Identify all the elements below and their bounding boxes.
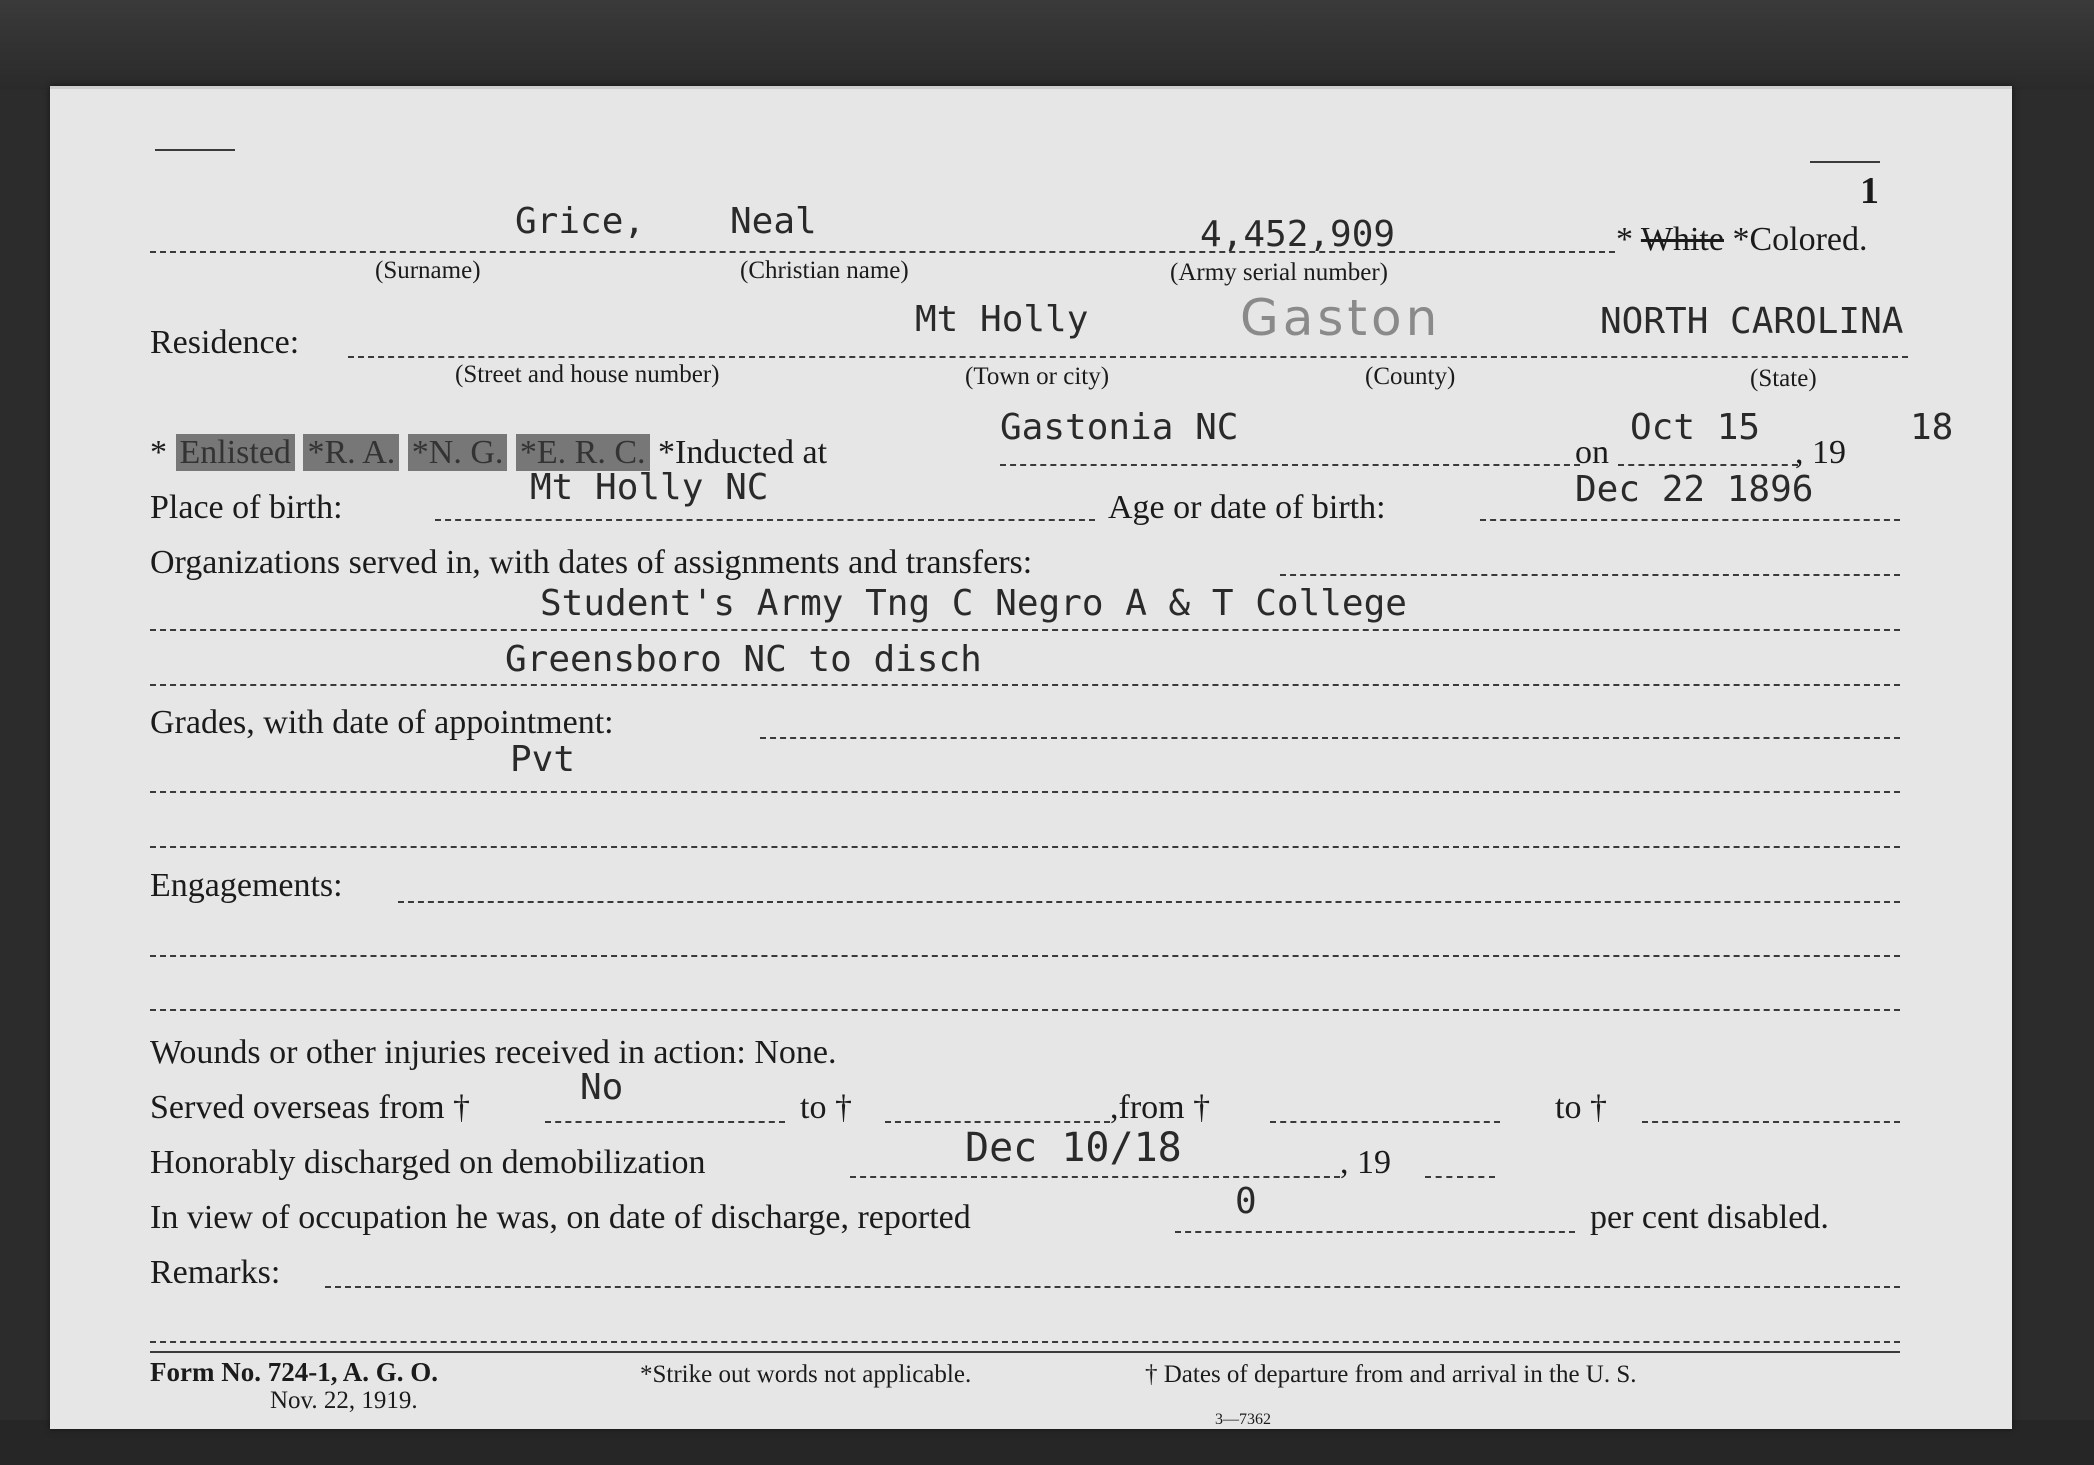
race-field <box>1616 221 1868 259</box>
birth-date-value: Dec 22 1896 <box>1575 469 1814 510</box>
inducted-place-line <box>1000 464 1580 466</box>
name-line <box>150 251 1615 253</box>
surname-caption: (Surname) <box>375 257 481 284</box>
birth-place-value: Mt Holly NC <box>530 467 769 508</box>
organizations-entry-1: Student's Army Tng C Negro A & T College <box>540 583 1407 624</box>
form-number: Form No. 724-1, A. G. O. <box>150 1357 438 1387</box>
enlisted-option: Enlisted <box>176 434 295 471</box>
overseas-from2-line <box>1270 1121 1500 1123</box>
organizations-line-2 <box>150 684 1900 686</box>
disability-value: 0 <box>1235 1181 1257 1222</box>
organizations-line-0 <box>1280 574 1900 576</box>
engagements-line-2 <box>150 1009 1900 1011</box>
birth-place-label: Place of birth: <box>150 489 343 526</box>
ra-option: *R. A. <box>303 434 399 471</box>
engagements-line-0 <box>398 901 1900 903</box>
overseas-from-line <box>545 1121 785 1123</box>
print-code: 3—7362 <box>1215 1411 1271 1428</box>
town-caption: (Town or city) <box>965 363 1110 390</box>
card-number: 1 <box>1860 170 1879 212</box>
wounds-label: Wounds or other injuries received in action: None. <box>150 1034 837 1071</box>
residence-line <box>348 356 1908 358</box>
surname-value: Grice, <box>515 201 646 242</box>
christian-name-caption: (Christian name) <box>740 257 909 284</box>
engagements-line-1 <box>150 955 1900 957</box>
overseas-to2-line <box>1642 1121 1900 1123</box>
street-caption: (Street and house number) <box>455 361 720 388</box>
grades-label: Grades, with date of appointment: <box>150 704 614 741</box>
organizations-label: Organizations served in, with dates of assignments and transfers: <box>150 544 1033 581</box>
inducted-date-value: Oct 15 <box>1630 407 1761 448</box>
birth-age-label: Age or date of birth: <box>1108 489 1386 526</box>
discharge-label: Honorably discharged on demobilization <box>150 1144 706 1181</box>
disability-label: In view of occupation he was, on date of discharge, reported <box>150 1199 971 1236</box>
inducted-label: *Inducted at <box>658 434 828 471</box>
serial-number-value: 4,452,909 <box>1200 214 1396 255</box>
birth-date-line <box>1480 519 1900 521</box>
top-right-rule <box>1810 161 1880 163</box>
inducted-year-value: 18 <box>1910 407 1954 448</box>
background-top <box>0 0 2094 90</box>
serial-number-caption: (Army serial number) <box>1170 259 1388 286</box>
discharge-year-label: , 19 <box>1340 1144 1391 1181</box>
christian-name-value: Neal <box>730 201 817 242</box>
grades-line-0 <box>760 737 1900 739</box>
inducted-place-value: Gastonia NC <box>1000 407 1239 448</box>
grades-line-1 <box>150 791 1900 793</box>
record-card <box>50 86 2012 1429</box>
form-date: Nov. 22, 1919. <box>270 1387 418 1414</box>
overseas-to2-label: to † <box>1555 1089 1607 1126</box>
disability-suffix: per cent disabled. <box>1590 1199 1829 1236</box>
engagements-label: Engagements: <box>150 867 343 904</box>
overseas-to-line <box>885 1121 1110 1123</box>
dates-note: † Dates of departure from and arrival in the U. S. <box>1145 1361 1637 1388</box>
inducted-on-label: on <box>1575 434 1609 471</box>
inducted-date-line <box>1618 464 1798 466</box>
grades-value: Pvt <box>510 739 576 780</box>
residence-town-value: Mt Holly <box>915 299 1089 340</box>
overseas-to-label: to † <box>800 1089 852 1126</box>
birth-place-line <box>435 519 1095 521</box>
race-prefix: * <box>1616 221 1633 258</box>
race-colored: *Colored. <box>1732 221 1868 258</box>
discharge-year-line <box>1425 1176 1495 1178</box>
organizations-line-1 <box>150 629 1900 631</box>
residence-state-value: NORTH CAROLINA <box>1600 301 1904 342</box>
top-left-rule <box>155 149 235 151</box>
remarks-label: Remarks: <box>150 1254 281 1291</box>
inducted-year-label: , 19 <box>1795 434 1846 471</box>
organizations-entry-2: Greensboro NC to disch <box>505 639 982 680</box>
remarks-line-1 <box>150 1341 1900 1343</box>
induction-prefix: * <box>150 434 167 471</box>
remarks-line-0 <box>325 1286 1900 1288</box>
disability-line <box>1175 1231 1575 1233</box>
grades-line-2 <box>150 846 1900 848</box>
footer-rule <box>150 1351 1900 1353</box>
residence-label: Residence: <box>150 324 300 361</box>
ng-option: *N. G. <box>408 434 508 471</box>
erc-option: *E. R. C. <box>516 434 650 471</box>
discharge-date-line <box>850 1176 1340 1178</box>
state-caption: (State) <box>1750 365 1817 392</box>
strike-note: *Strike out words not applicable. <box>640 1361 972 1388</box>
overseas-value: No <box>580 1067 624 1108</box>
residence-county-value: Gaston <box>1240 289 1442 347</box>
race-white: White <box>1640 221 1724 258</box>
overseas-from2-label: ,from † <box>1110 1089 1211 1126</box>
discharge-date-value: Dec 10/18 <box>965 1125 1182 1171</box>
overseas-label: Served overseas from † <box>150 1089 471 1126</box>
county-caption: (County) <box>1365 363 1456 390</box>
